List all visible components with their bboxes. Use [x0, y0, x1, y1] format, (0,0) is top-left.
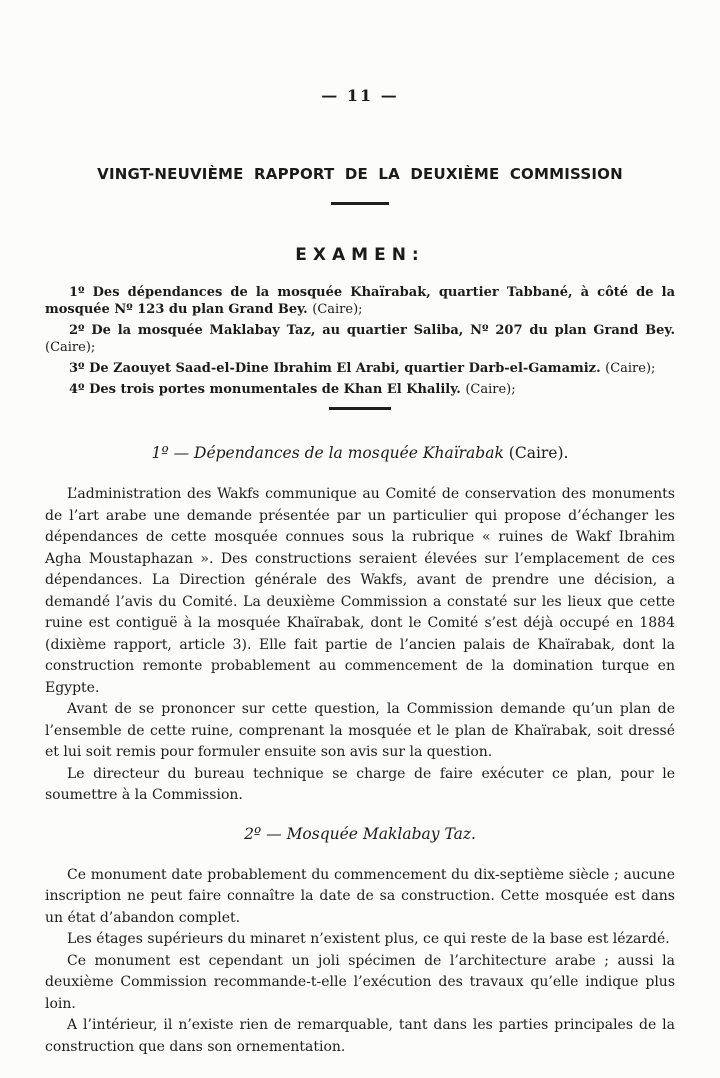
title-divider-rule [331, 202, 389, 205]
examen-item-3-place: (Caire); [605, 361, 656, 376]
section-1-heading-place: (Caire). [508, 444, 569, 462]
section-2-paragraph-2: Les étages supérieurs du minaret n’existent plus, ce qui reste de la base est lézardé. [67, 931, 670, 947]
page-number: — 11 — [321, 86, 399, 105]
examen-item-2-text: 2º De la mosquée Maklabay Taz, au quartier Saliba, Nº 207 du plan Grand Bey. [69, 323, 675, 338]
section-2-heading [45, 825, 675, 843]
section-1-paragraph-3: Le directeur du bureau technique se charge de faire exécuter ce plan, pour le soumettre à la Commission. [45, 765, 675, 803]
examen-item-1 [45, 284, 675, 318]
examen-item-4 [45, 381, 675, 398]
examen-item-2 [45, 322, 675, 356]
section-2-body [45, 865, 675, 1059]
section-2-heading-italic: 2º — Mosquée Maklabay Taz. [244, 824, 476, 843]
examen-item-1-text: 1º Des dépendances de la mosquée Khaïrabak, quartier Tabbané, à côté de la mosquée Nº 123 du plan Grand Bey. [45, 285, 675, 317]
examen-item-4-place: (Caire); [465, 382, 516, 397]
examen-item-3 [45, 360, 675, 377]
examen-item-3-text: 3º De Zaouyet Saad-el-Dine Ibrahim El Arabi, quartier Darb-el-Gamamiz. [69, 361, 601, 376]
section-2-paragraph-4: A l’intérieur, il n’existe rien de remarquable, tant dans les parties principales de la construction que dans son ornementation. [45, 1017, 675, 1055]
section-2-paragraph-1: Ce monument date probablement du commencement du dix-septième siècle ; aucune inscription ne peut faire connaître la date de sa construction. Cette mosquée est dans un état d’abandon complet. [45, 866, 675, 926]
section-1-paragraph-2: Avant de se prononcer sur cette question, la Commission demande qu’un plan de l’ensemble de cette ruine, comprenant la mosquée et le plan de Khaïrabak, soit dressé et lui soit remis pour formuler ensuite son avis sur la question. [45, 701, 675, 760]
examen-list [45, 284, 675, 398]
examen-item-4-text: 4º Des trois portes monumentales de Khan El Khalily. [69, 382, 461, 397]
section-1-heading [45, 444, 675, 462]
section-1-heading-italic: 1º — Dépendances de la mosquée Khaïrabak [151, 444, 504, 462]
section-1-body [45, 484, 675, 807]
section-1-paragraph-1: L’administration des Wakfs communique au Comité de conservation des monuments de l’art arabe une demande présentée par un particulier qui propose d’échanger les dépendances de cette mosquée connues sous la rubrique « ruines de Wakf Ibrahim Agha Moustaphazan ». Des constructions seraient élevées sur l’emplacement de ces dépendances. La Direction générale des Wakfs, avant de prendre une décision, a demandé l’avis du Comité. La deuxième Commission a constaté sur les lieux que cette ruine est contiguë à la mosquée Khaïrabak, dont le Comité s’est déjà occupé en 1884 (dixième rapport, article 3). Elle fait partie de l’ancien palais de Khaïrabak, dont la construction remonte probablement au commencement de la domination turque en Egypte. [45, 486, 675, 696]
section-2-paragraph-3: Ce monument est cependant un joli spécimen de l’architecture arabe ; aussi la deuxième Commission recommande-t-elle l’exécution des travaux qu’elle indique plus loin. [45, 952, 675, 1012]
list-divider-rule [329, 407, 391, 410]
report-title: VINGT-NEUVIÈME RAPPORT DE LA DEUXIÈME COMMISSION [97, 165, 623, 183]
examen-item-2-place: (Caire); [45, 340, 96, 355]
examen-item-1-place: (Caire); [312, 302, 363, 317]
examen-heading: EXAMEN: [295, 245, 425, 265]
